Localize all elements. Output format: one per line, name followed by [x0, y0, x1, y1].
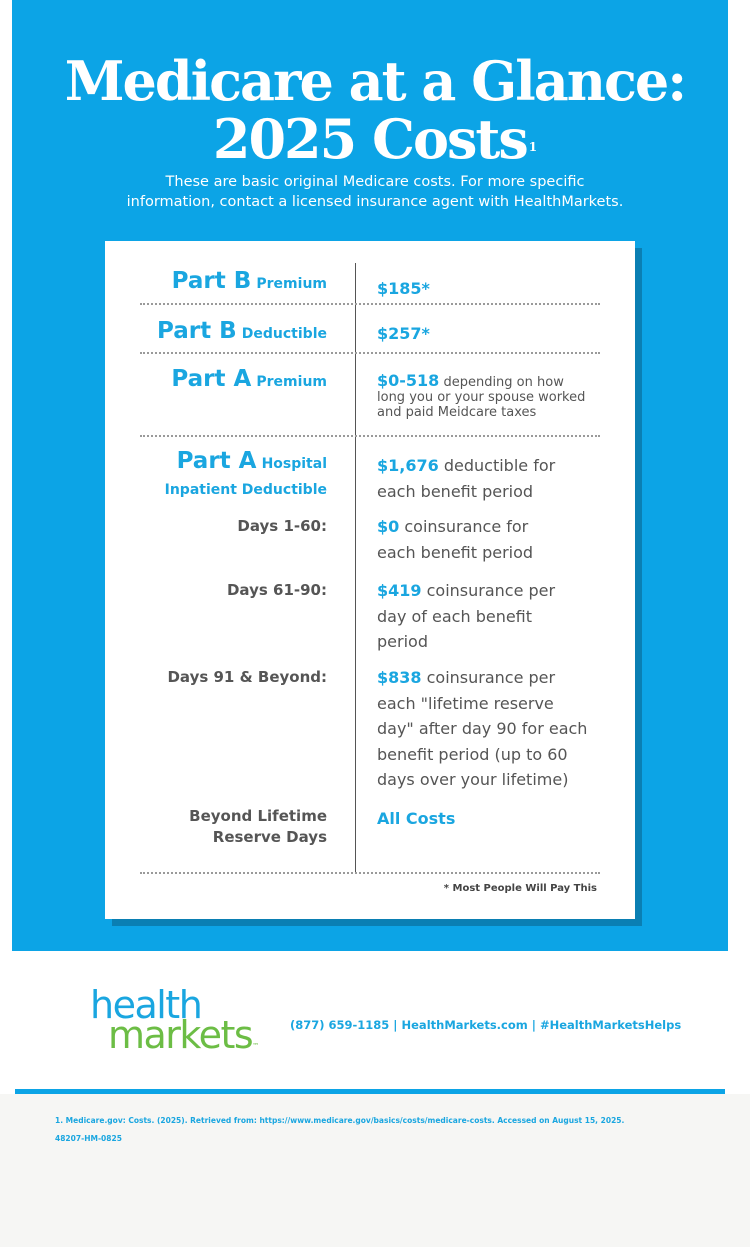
logo-health: health	[90, 983, 202, 1027]
cost-amount: $257*	[377, 324, 430, 343]
label-line2: Reserve Days	[212, 828, 327, 846]
title-line1: Medicare at a Glance:	[64, 49, 686, 113]
page-title	[0, 49, 750, 171]
row-part-b-deductible-label	[105, 318, 327, 344]
row-part-b-premium-value	[377, 279, 597, 298]
subtitle-line1: These are basic original Medicare costs. For more specific	[165, 174, 585, 190]
beyond-lifetime-label	[105, 806, 327, 848]
title-footnote-marker: 1	[528, 140, 538, 154]
healthmarkets-logo	[90, 983, 260, 1061]
days-91-beyond-label: Days 91 & Beyond:	[167, 668, 327, 686]
row-divider	[140, 435, 600, 437]
days-1-60-label: Days 1-60:	[237, 517, 327, 535]
cost-detail: coinsurance for each benefit period	[377, 517, 534, 562]
row-part-b-premium-label	[105, 268, 327, 294]
part-name: Part B	[171, 268, 252, 294]
costs-card	[105, 241, 635, 919]
days-61-90-label: Days 61-90:	[226, 581, 327, 599]
cost-detail: coinsurance per each "lifetime reserve day" after day 90 for each benefit period (up to 60 days over your lifetime)	[377, 668, 588, 789]
cost-detail: depending on how long you or your spouse worked and paid Meidcare taxes	[377, 375, 586, 420]
row-divider	[140, 303, 600, 305]
cost-amount: $838	[377, 668, 422, 687]
document-code: 48207-HM-0825	[55, 1134, 122, 1143]
subtitle-line2: information, contact a licensed insurance agent with HealthMarkets.	[126, 194, 624, 210]
citation: 1. Medicare.gov: Costs. (2025). Retrieved from: https://www.medicare.gov/basics/costs/medicare-costs. Accessed on August 15, 2025.	[55, 1116, 625, 1125]
row-part-a-hospital-value	[377, 453, 567, 504]
cost-amount: $419	[377, 581, 422, 600]
cost-amount: All Costs	[377, 809, 456, 828]
row-part-b-deductible-value	[377, 324, 597, 343]
row-part-a-hospital-label	[105, 448, 327, 498]
part-qualifier: Premium	[256, 276, 327, 292]
row-divider	[140, 352, 600, 354]
trademark: ™	[252, 1042, 260, 1050]
part-qualifier: Deductible	[241, 326, 327, 342]
row-part-a-premium-label	[105, 366, 327, 392]
subtitle	[0, 172, 750, 212]
logo-markets-text: markets	[108, 1013, 253, 1057]
row-divider	[140, 872, 600, 874]
title-line2	[0, 107, 750, 171]
cost-amount: $1,676	[377, 456, 439, 475]
part-name: Part B	[157, 318, 237, 344]
footnote-most-people: * Most People Will Pay This	[443, 883, 597, 894]
part-qualifier-line2: Inpatient Deductible	[164, 482, 327, 498]
contact-info: (877) 659-1185 | HealthMarkets.com | #HealthMarketsHelps	[290, 1018, 682, 1032]
label-line1: Beyond Lifetime	[189, 807, 327, 825]
beyond-lifetime-value	[377, 806, 597, 832]
days-91-beyond-value	[377, 665, 592, 793]
logo-markets	[108, 1013, 260, 1061]
footer	[0, 1094, 750, 1247]
row-part-a-premium-value	[377, 373, 592, 420]
cost-detail: coinsurance per day of each benefit period	[377, 581, 556, 651]
part-qualifier: Hospital	[261, 456, 327, 472]
days-61-90-value	[377, 578, 562, 655]
cost-amount: $185*	[377, 279, 430, 298]
part-qualifier: Premium	[256, 374, 327, 390]
column-divider	[355, 263, 356, 873]
part-name: Part A	[176, 448, 257, 474]
cost-amount: $0-518	[377, 371, 440, 390]
title-line2-text: 2025 Costs	[212, 107, 527, 171]
cost-detail: deductible for each benefit period	[377, 456, 556, 501]
part-name: Part A	[171, 366, 252, 392]
days-1-60-value	[377, 514, 547, 565]
cost-amount: $0	[377, 517, 400, 536]
